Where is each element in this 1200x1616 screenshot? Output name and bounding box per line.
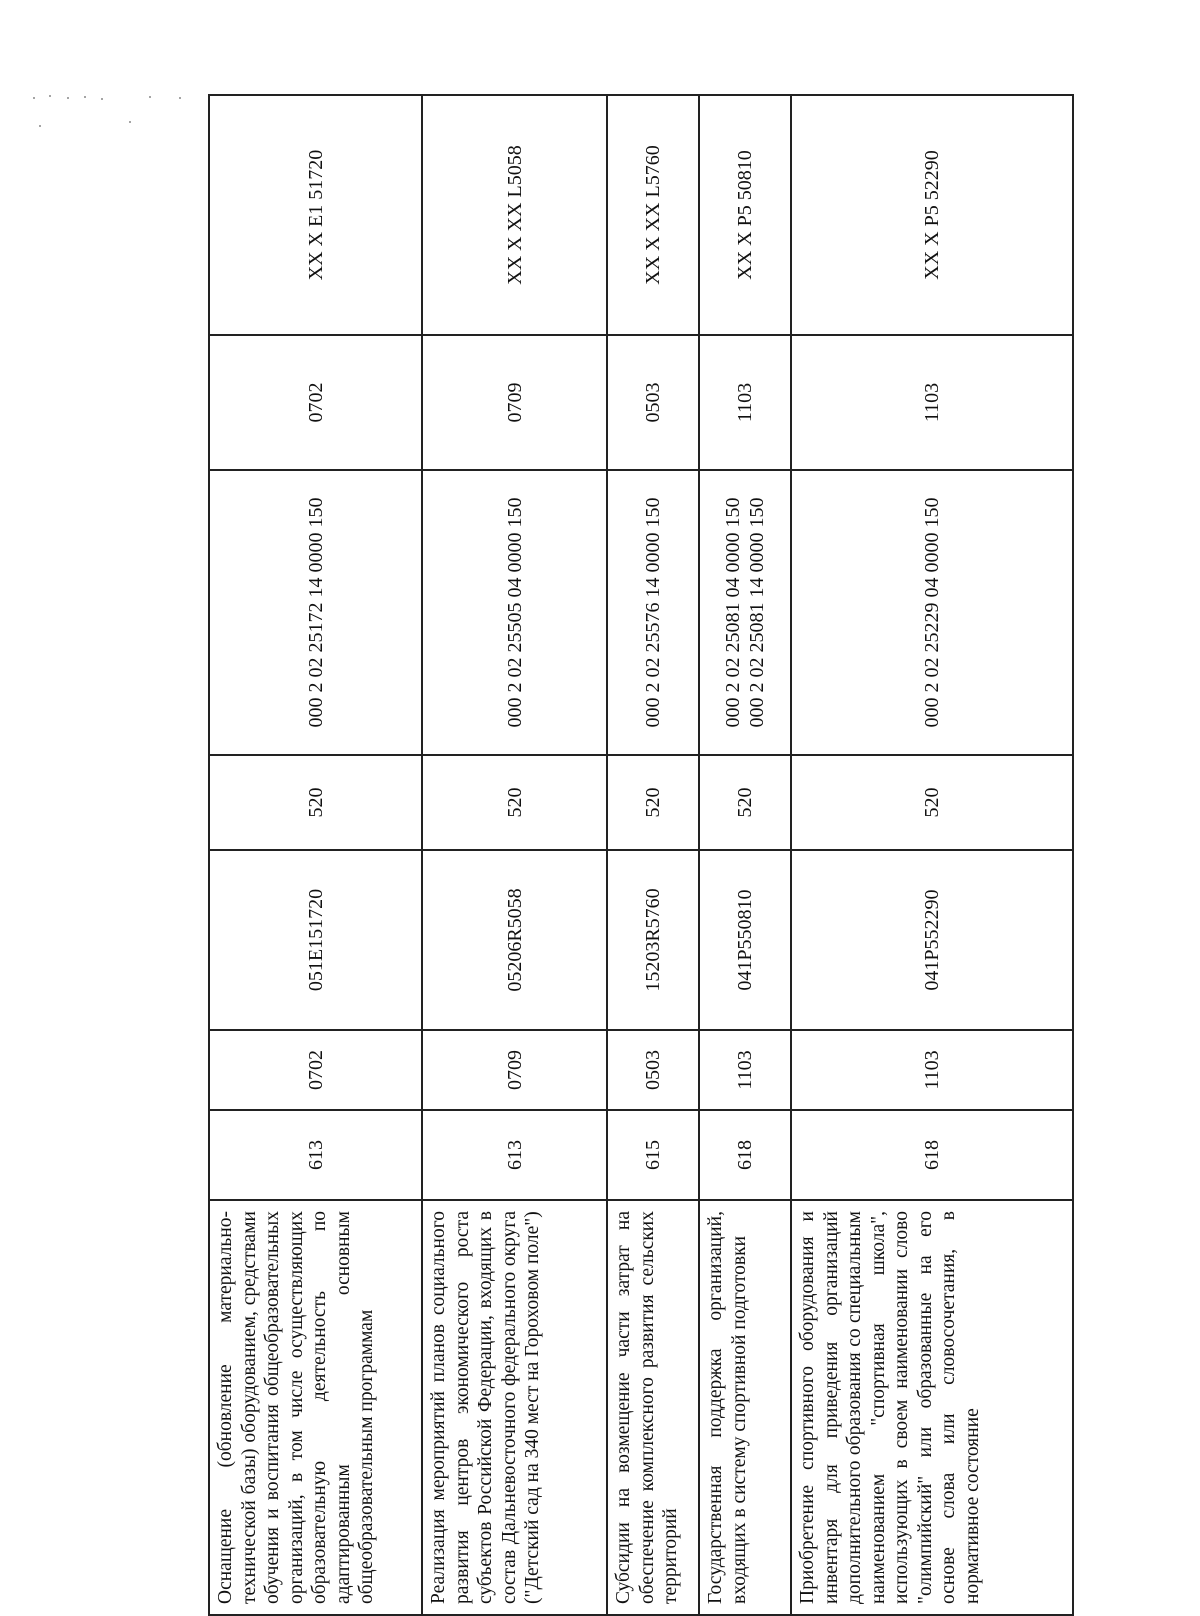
target-article-2-cell: XX X XX L5760 — [607, 95, 699, 335]
table-row — [422, 95, 607, 1615]
table-row — [791, 95, 1073, 1615]
section-code-2-cell: 1103 — [699, 335, 791, 470]
target-article-cell: 05206R5058 — [422, 850, 607, 1030]
target-article-2-cell: XX X P5 52290 — [791, 95, 1073, 335]
expense-type-cell: 520 — [607, 755, 699, 850]
section-code-2-cell: 0702 — [209, 335, 422, 470]
grbs-code-cell: 618 — [791, 1110, 1073, 1200]
description-cell: Оснащение (обновление материально-технической базы) оборудованием, средствами обучения и воспитания общеобразовательных организаций, в том числе осуществляющих образовательную деятельность по адаптированным основным общеобразовательным программам — [209, 1200, 422, 1615]
section-code-2-cell: 0503 — [607, 335, 699, 470]
target-article-cell: 041P550810 — [699, 850, 791, 1030]
target-article-cell: 041P552290 — [791, 850, 1073, 1030]
target-article-2-cell: XX X P5 50810 — [699, 95, 791, 335]
target-article-2-cell: XX X E1 51720 — [209, 95, 422, 335]
target-article-cell: 051E151720 — [209, 850, 422, 1030]
description-cell: Субсидии на возмещение части затрат на обеспечение комплексного развития сельских территорий — [607, 1200, 699, 1615]
description-cell: Приобретение спортивного оборудования и инвентаря для приведения организаций дополнительного образования со специальным наименованием "спортивная школа", использующих в своем наименовании слово "олимпийский" или образованные на его основе слова или словосочетания, в нормативное состояние — [791, 1200, 1073, 1615]
income-code: 000 2 02 25576 14 0000 150 — [642, 497, 664, 728]
income-code-cell — [209, 470, 422, 755]
income-code: 000 2 02 25081 14 0000 150 — [746, 497, 768, 728]
target-article-cell: 15203R5760 — [607, 850, 699, 1030]
expense-type-cell: 520 — [422, 755, 607, 850]
income-code-cell — [791, 470, 1073, 755]
description-cell: Реализация мероприятий планов социального развития центров экономического роста субъектов Российской Федерации, входящих в состав Дальневосточного федерального округа ("Детский сад на 340 мест на Гороховом поле") — [422, 1200, 607, 1615]
section-code-cell: 0702 — [209, 1030, 422, 1110]
income-code-cell — [422, 470, 607, 755]
section-code-cell: 0709 — [422, 1030, 607, 1110]
section-code-cell: 0503 — [607, 1030, 699, 1110]
section-code-2-cell: 1103 — [791, 335, 1073, 470]
section-code-cell: 1103 — [791, 1030, 1073, 1110]
grbs-code-cell: 615 — [607, 1110, 699, 1200]
table-row — [209, 95, 422, 1615]
grbs-code-cell: 618 — [699, 1110, 791, 1200]
grbs-code-cell: 613 — [209, 1110, 422, 1200]
income-code: 000 2 02 25081 04 0000 150 — [722, 497, 744, 728]
section-code-2-cell: 0709 — [422, 335, 607, 470]
scan-noise — [30, 92, 210, 132]
expense-type-cell: 520 — [791, 755, 1073, 850]
expense-type-cell: 520 — [209, 755, 422, 850]
grbs-code-cell: 613 — [422, 1110, 607, 1200]
table-row — [699, 95, 791, 1615]
income-code: 000 2 02 25229 04 0000 150 — [921, 497, 943, 728]
expense-type-cell: 520 — [699, 755, 791, 850]
income-code-cell — [699, 470, 791, 755]
section-code-cell: 1103 — [699, 1030, 791, 1110]
income-code: 000 2 02 25172 14 0000 150 — [304, 497, 327, 728]
income-code: 000 2 02 25505 04 0000 150 — [503, 497, 526, 728]
target-article-2-cell: XX X XX L5058 — [422, 95, 607, 335]
budget-codes-table — [208, 94, 1074, 1616]
description-cell: Государственная поддержка организаций, входящих в систему спортивной подготовки — [699, 1200, 791, 1615]
rotated-page — [208, 96, 1072, 1616]
income-code-cell — [607, 470, 699, 755]
table-row — [607, 95, 699, 1615]
